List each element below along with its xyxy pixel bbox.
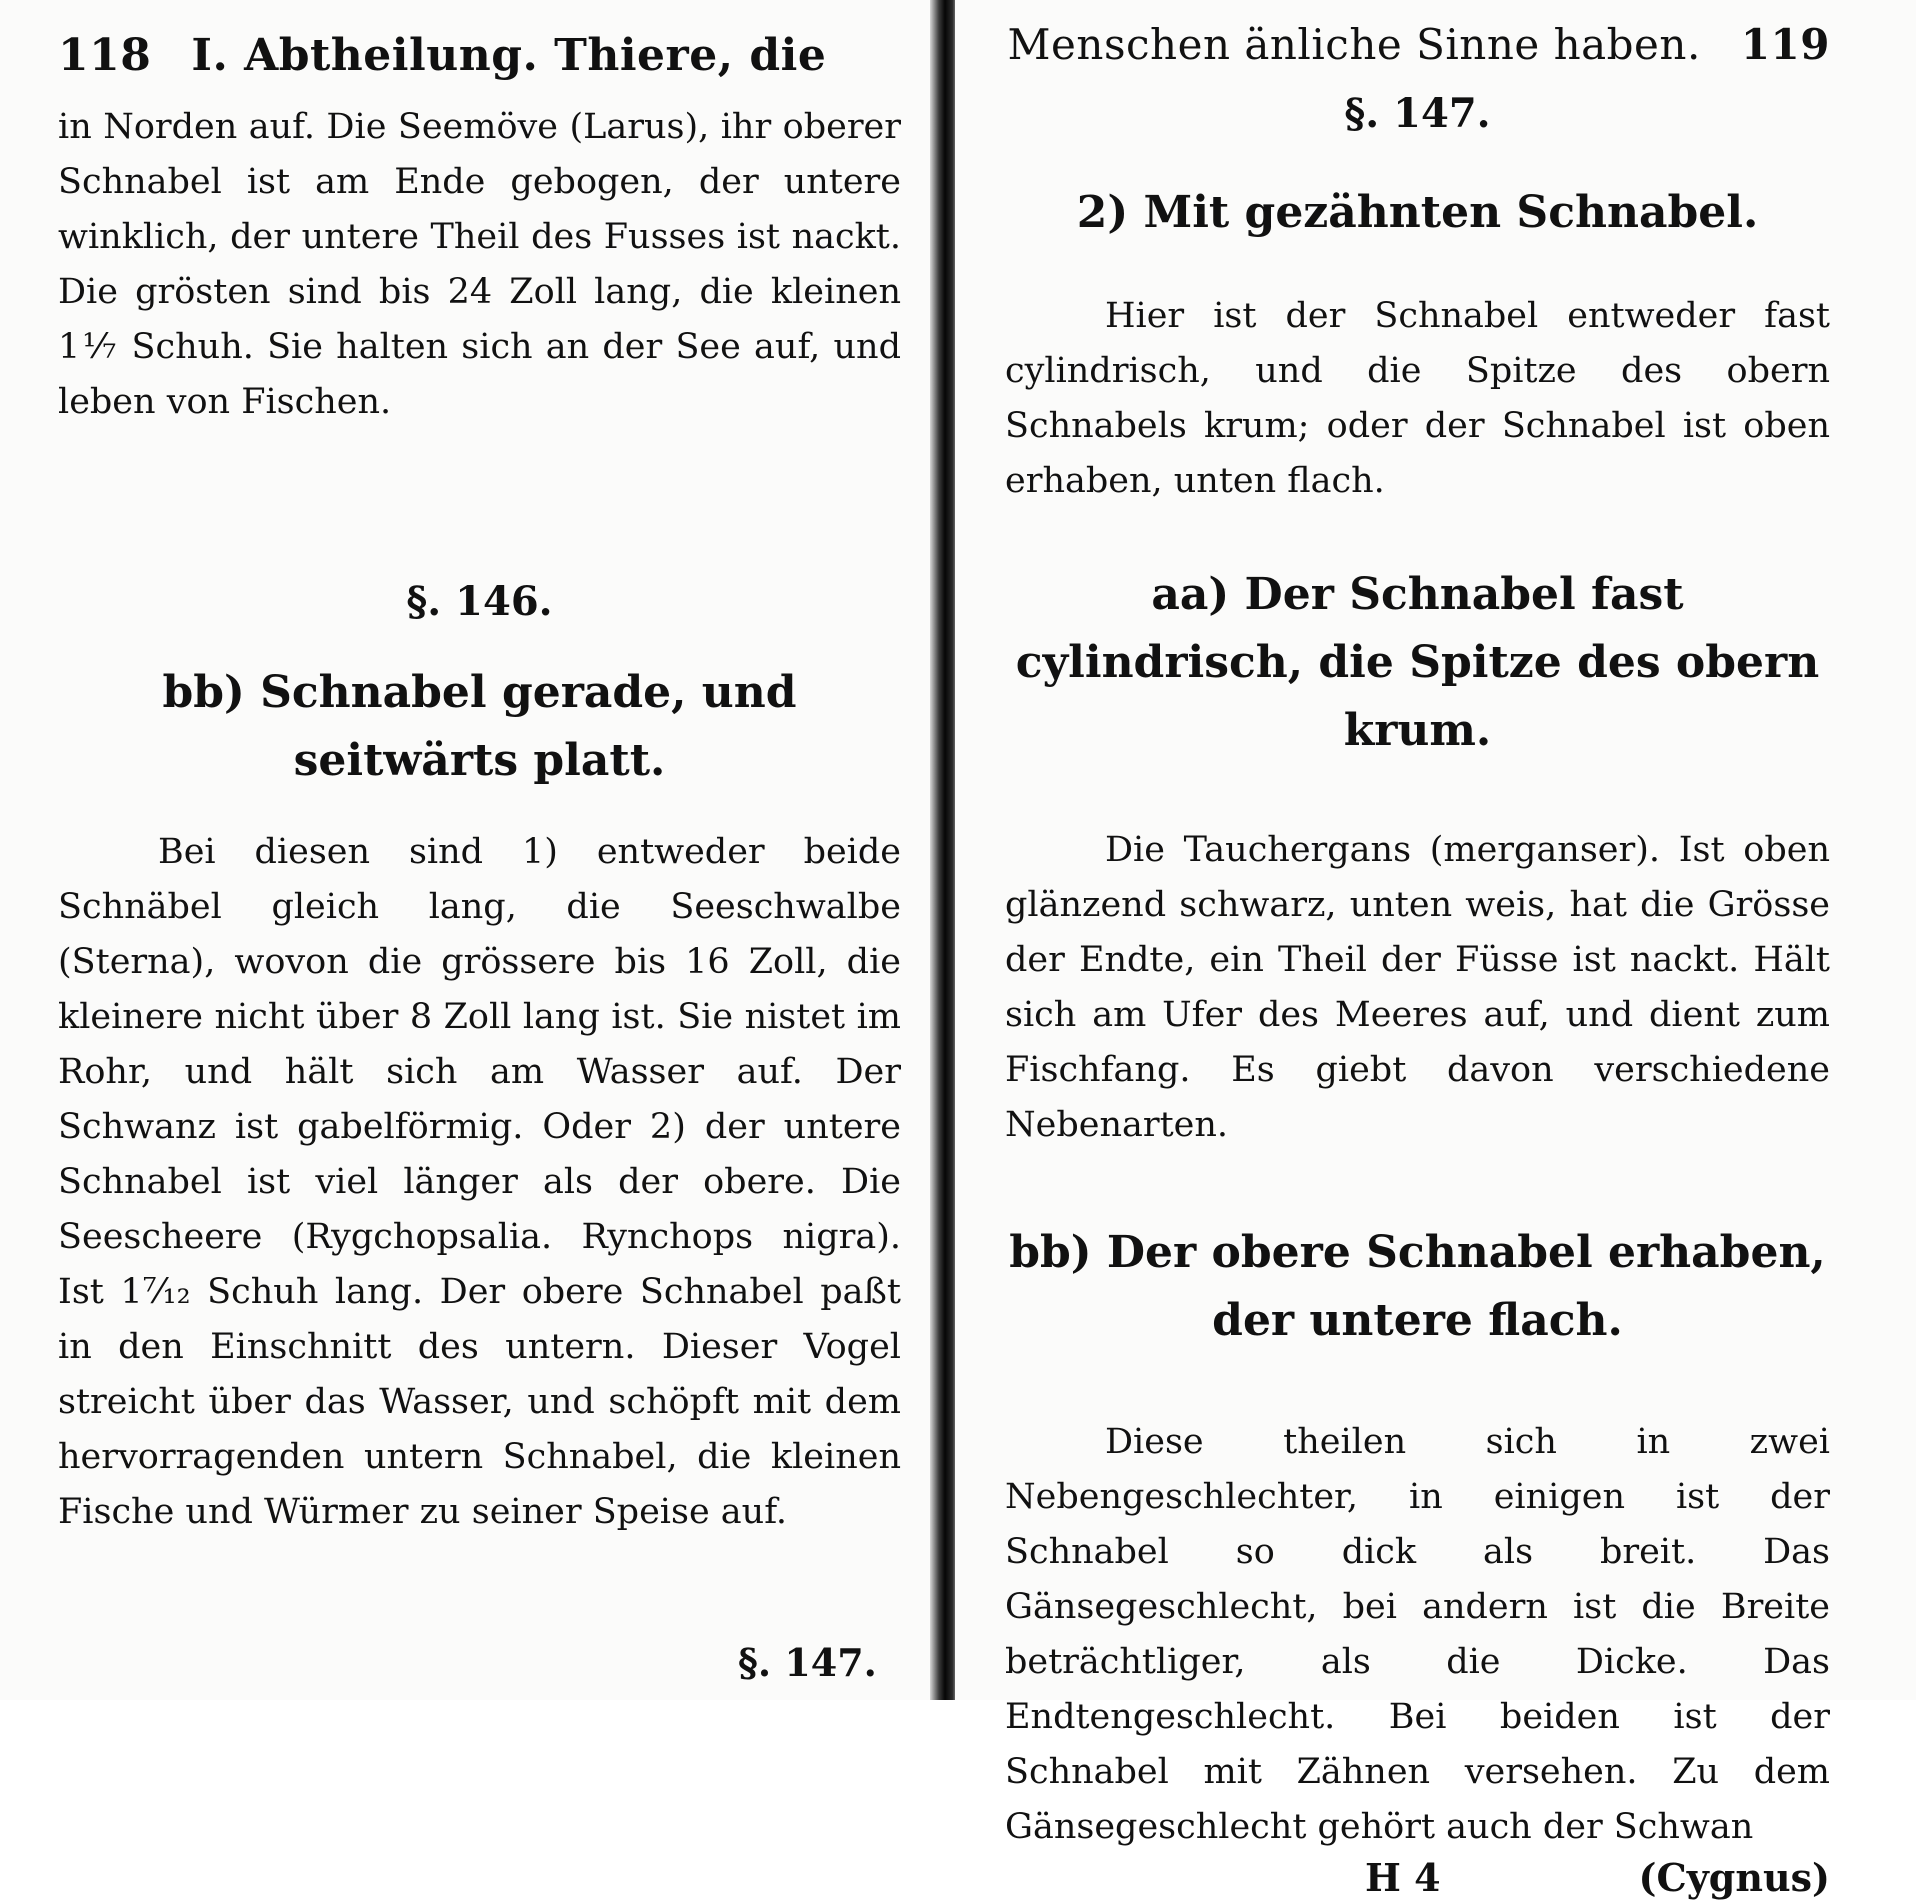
left-paragraph-1: in Norden auf. Die Seemöve (Larus), ihr oberer Schnabel ist am Ende gebogen, der untere winklich, der untere Theil des Fusses ist nackt. Die grösten sind bis 24 Zoll lang, die kleinen 1⅐ Schuh. Sie halten sich an der See auf, und leben von Fischen. [58,107,901,422]
right-heading-1: 2) Mit gezähnten Schnabel. [1076,187,1759,238]
right-catchword-row [1005,1855,1830,1900]
right-paragraph-3: Diese theilen sich in zwei Nebengeschlechter, in einigen ist der Schnabel so dick als breit. Das Gänsegeschlecht, bei andern ist die Breite beträchtliger, als die Dicke. Das Endtengeschlecht. Bei beiden ist der Schnabel mit Zähnen versehen. Zu dem Gänsegeschlecht gehört auch der Schwan [1005,1422,1830,1847]
right-paragraph-2: Die Tauchergans (merganser). Ist oben glänzend schwarz, unten weis, hat die Grösse der Endte, ein Theil der Füsse ist nackt. Hält sich am Ufer des Meeres auf, und dient zum Fischfang. Es giebt davon verschiedene Nebenarten. [1005,830,1830,1145]
right-page [955,0,1916,1900]
left-running-header [58,30,901,100]
right-running-header [1005,20,1830,90]
left-section-number: §. 146. [406,578,553,625]
left-catchword-row [58,1640,901,1685]
left-page [0,0,935,1700]
right-running-head: Menschen änliche Sinne haben. [1007,20,1701,69]
right-page-number: 119 [1740,20,1830,69]
right-signature-mark: H 4 [1365,1855,1441,1900]
left-heading: bb) Schnabel gerade, und seitwärts platt. [162,667,797,786]
left-paragraph-2: Bei diesen sind 1) entweder beide Schnäbel gleich lang, die Seeschwalbe (Sterna), wovon die grössere bis 16 Zoll, die kleinere nicht über 8 Zoll lang ist. Sie nistet im Rohr, und hält sich am Wasser auf. Der Schwanz ist gabelförmig. Oder 2) der untere Schnabel ist viel länger als der obere. Die Seescheere (Rygchopsalia. Rynchops nigra). Ist 1⁷⁄₁₂ Schuh lang. Der obere Schnabel paßt in den Einschnitt des untern. Dieser Vogel streicht über das Wasser, und schöpft mit dem hervorragenden untern Schnabel, die kleinen Fische und Würmer zu seiner Speise auf. [58,832,901,1532]
right-paragraph-1: Hier ist der Schnabel entweder fast cylindrisch, und die Spitze des obern Schnabels krum; oder der Schnabel ist oben erhaben, unten flach. [1005,296,1830,501]
right-heading-3: bb) Der obere Schnabel erhaben, der untere flach. [1009,1227,1826,1346]
right-heading-2: aa) Der Schnabel fast cylindrisch, die Spitze des obern krum. [1015,569,1820,756]
left-running-head: I. Abtheilung. Thiere, die [191,30,827,81]
left-page-number: 118 [58,30,152,81]
left-catchword: §. 147. [738,1640,877,1685]
right-catchword: (Cygnus) [1638,1855,1830,1900]
right-section-number: §. 147. [1344,90,1491,137]
